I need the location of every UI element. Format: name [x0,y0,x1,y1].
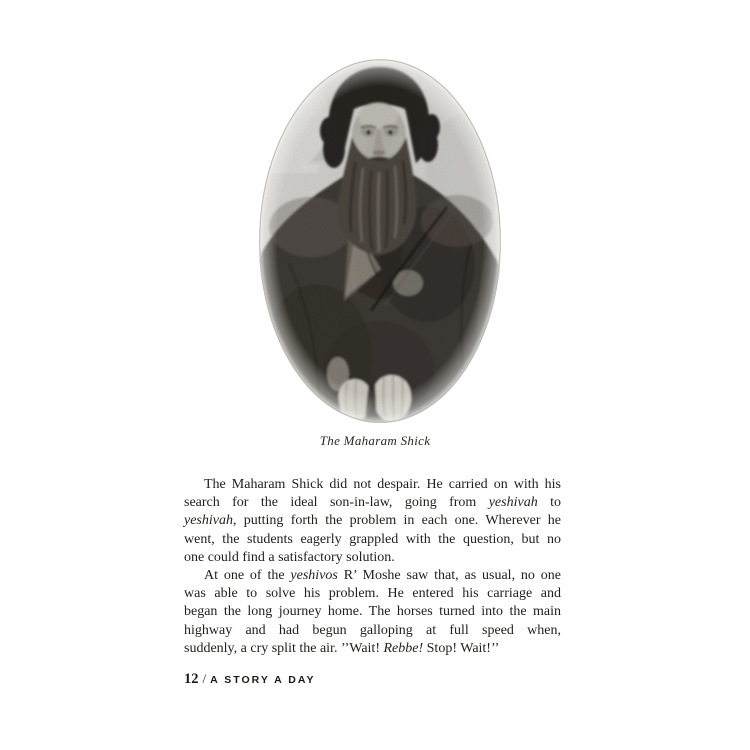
book-title: A STORY A DAY [210,674,316,686]
portrait-photo [259,59,501,423]
text-line [184,585,561,603]
text-segment: was able to solve his problem. He entered his carriage and [184,586,561,602]
text-segment: to [537,495,561,511]
text-line [184,549,561,567]
text-line [184,640,561,658]
text-segment: began the long journey home. The horses turned into the main [184,604,561,620]
portrait-caption: The Maharam Shick [319,433,431,448]
page-number: 12 [184,671,199,687]
italic-text: yeshivah [488,495,538,511]
text-segment: suddenly, a cry split the air. ’’Wait! [184,640,384,656]
text-segment: The Maharam Shick did not despair. He carried on with his [204,477,561,492]
text-line [184,476,561,494]
text-segment: , putting forth the problem in each one. Wherever he [232,513,561,529]
page-footer [184,670,315,688]
text-segment: search for the ideal son-in-law, going from [184,495,489,511]
text-segment: went, the students eagerly grappled with the question, but no [184,531,561,547]
italic-text: yeshivah [184,513,233,529]
text-segment: Stop! Wait!’’ [423,640,500,656]
footer-separator: / [202,671,207,686]
text-segment: highway and had begun galloping at full speed when, [184,622,561,638]
text-segment: one could find a satisfactory solution. [184,549,395,565]
text-line [184,567,561,585]
text-segment: R’ Moshe saw that, as usual, no one [337,567,561,583]
text-line [184,622,561,640]
paragraph [184,476,561,567]
text-segment: At one of the [204,567,291,583]
italic-text: Rebbe! [383,640,424,656]
text-line [184,531,561,549]
text-line [184,494,561,512]
italic-text: yeshivos [290,567,338,583]
body-text [184,476,561,658]
paragraph [184,567,561,658]
portrait-figure [259,59,501,423]
text-line [184,512,561,530]
text-line [184,603,561,621]
